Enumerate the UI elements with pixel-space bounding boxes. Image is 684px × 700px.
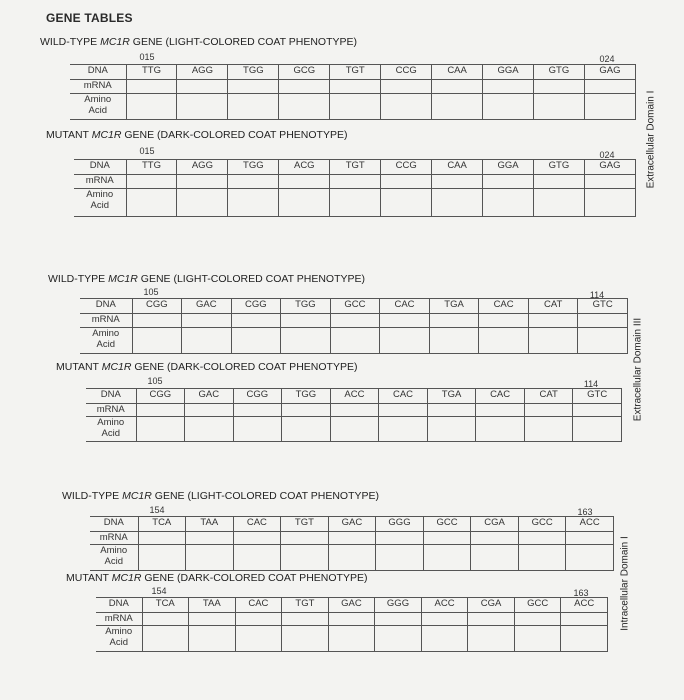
amino-acid-cell[interactable] bbox=[228, 94, 279, 120]
dna-codon: CGG bbox=[136, 389, 185, 404]
amino-acid-cell[interactable] bbox=[185, 417, 234, 442]
mrna-cell[interactable] bbox=[182, 314, 232, 328]
mrna-cell[interactable] bbox=[566, 532, 614, 545]
mrna-cell[interactable] bbox=[476, 404, 525, 417]
dna-codon: TCA bbox=[138, 517, 186, 532]
dna-codon: GTG bbox=[534, 160, 585, 175]
amino-acid-cell[interactable] bbox=[233, 545, 281, 571]
wild-type-title-3: WILD-TYPE MC1R GENE (LIGHT-COLORED COAT PHENOTYPE) bbox=[62, 490, 380, 502]
mrna-cell[interactable] bbox=[423, 532, 471, 545]
dna-codon: TGG bbox=[281, 299, 331, 314]
mrna-cell[interactable] bbox=[186, 532, 234, 545]
end-codon-number: 163 bbox=[573, 588, 589, 598]
amino-acid-row-label: Amino Acid bbox=[70, 94, 126, 120]
dna-codon: GGG bbox=[376, 517, 424, 532]
mrna-cell[interactable] bbox=[282, 613, 329, 626]
dna-codon: ACC bbox=[421, 598, 468, 613]
amino-acid-cell[interactable] bbox=[432, 189, 483, 217]
dna-codon: GAC bbox=[182, 299, 232, 314]
amino-acid-cell[interactable] bbox=[142, 626, 189, 652]
mrna-cell[interactable] bbox=[561, 613, 608, 626]
amino-acid-cell[interactable] bbox=[233, 417, 282, 442]
dna-codon: CCG bbox=[381, 160, 432, 175]
dna-codon: GGA bbox=[483, 65, 534, 80]
dna-codon: TGG bbox=[228, 160, 279, 175]
mrna-row-label: mRNA bbox=[70, 80, 126, 94]
amino-acid-cell[interactable] bbox=[330, 189, 381, 217]
mrna-cell[interactable] bbox=[126, 80, 177, 94]
dna-codon: CGG bbox=[233, 389, 282, 404]
amino-acid-cell[interactable] bbox=[380, 328, 430, 354]
mrna-cell[interactable] bbox=[524, 404, 573, 417]
mrna-cell[interactable] bbox=[379, 404, 428, 417]
mrna-cell[interactable] bbox=[330, 175, 381, 189]
dna-codon: GCC bbox=[423, 517, 471, 532]
amino-acid-cell[interactable] bbox=[177, 189, 228, 217]
end-codon-number: 024 bbox=[599, 54, 615, 64]
mrna-cell[interactable] bbox=[471, 532, 519, 545]
mrna-cell[interactable] bbox=[375, 613, 422, 626]
mrna-cell[interactable] bbox=[578, 314, 628, 328]
wild-type-title-1: WILD-TYPE MC1R GENE (LIGHT-COLORED COAT PHENOTYPE) bbox=[40, 36, 358, 48]
amino-acid-cell[interactable] bbox=[132, 328, 182, 354]
mrna-cell[interactable] bbox=[233, 532, 281, 545]
amino-acid-cell[interactable] bbox=[561, 626, 608, 652]
mrna-cell[interactable] bbox=[281, 314, 331, 328]
start-codon-number: 105 bbox=[143, 287, 159, 297]
gene-table-wild-1 bbox=[70, 64, 636, 120]
amino-acid-cell[interactable] bbox=[573, 417, 622, 442]
dna-codon: GGA bbox=[483, 160, 534, 175]
dna-codon: GTC bbox=[578, 299, 628, 314]
dna-codon: TGA bbox=[429, 299, 479, 314]
wild-type-title-2: WILD-TYPE MC1R GENE (LIGHT-COLORED COAT PHENOTYPE) bbox=[48, 273, 366, 285]
amino-acid-cell[interactable] bbox=[228, 189, 279, 217]
mrna-cell[interactable] bbox=[429, 314, 479, 328]
dna-codon: GCC bbox=[330, 299, 380, 314]
mrna-row-label: mRNA bbox=[90, 532, 138, 545]
amino-acid-cell[interactable] bbox=[518, 545, 566, 571]
mrna-cell[interactable] bbox=[330, 404, 379, 417]
amino-acid-cell[interactable] bbox=[189, 626, 236, 652]
amino-acid-cell[interactable] bbox=[279, 94, 330, 120]
amino-acid-cell[interactable] bbox=[282, 417, 331, 442]
mrna-row-label: mRNA bbox=[74, 175, 126, 189]
amino-acid-row-label: Amino Acid bbox=[90, 545, 138, 571]
dna-codon: TGG bbox=[228, 65, 279, 80]
dna-codon: TTG bbox=[126, 65, 177, 80]
amino-acid-cell[interactable] bbox=[126, 189, 177, 217]
dna-codon: ACG bbox=[279, 160, 330, 175]
page-title: GENE TABLES bbox=[46, 11, 133, 25]
mrna-cell[interactable] bbox=[177, 175, 228, 189]
amino-acid-cell[interactable] bbox=[476, 417, 525, 442]
gene-table-wild-3 bbox=[90, 516, 614, 571]
mrna-cell[interactable] bbox=[381, 80, 432, 94]
mrna-cell[interactable] bbox=[483, 80, 534, 94]
mutant-title-3: MUTANT MC1R GENE (DARK-COLORED COAT PHENOTYPE) bbox=[66, 572, 368, 584]
mrna-cell[interactable] bbox=[528, 314, 578, 328]
amino-acid-row-label: Amino Acid bbox=[80, 328, 132, 354]
dna-codon: CAC bbox=[233, 517, 281, 532]
dna-codon: CGG bbox=[132, 299, 182, 314]
dna-row-label: DNA bbox=[70, 65, 126, 80]
dna-codon: CGA bbox=[471, 517, 519, 532]
mrna-cell[interactable] bbox=[381, 175, 432, 189]
amino-acid-row-label: Amino Acid bbox=[86, 417, 136, 442]
amino-acid-cell[interactable] bbox=[524, 417, 573, 442]
dna-row-label: DNA bbox=[74, 160, 126, 175]
mrna-cell[interactable] bbox=[468, 613, 515, 626]
amino-acid-cell[interactable] bbox=[330, 328, 380, 354]
dna-codon: TGT bbox=[281, 517, 329, 532]
dna-codon: CCG bbox=[381, 65, 432, 80]
amino-acid-cell[interactable] bbox=[429, 328, 479, 354]
dna-codon: CGG bbox=[231, 299, 281, 314]
mrna-cell[interactable] bbox=[432, 175, 483, 189]
amino-acid-cell[interactable] bbox=[468, 626, 515, 652]
amino-acid-cell[interactable] bbox=[566, 545, 614, 571]
dna-codon: AGG bbox=[177, 160, 228, 175]
amino-acid-cell[interactable] bbox=[376, 545, 424, 571]
dna-row-label: DNA bbox=[90, 517, 138, 532]
start-codon-number: 105 bbox=[147, 376, 163, 386]
mrna-cell[interactable] bbox=[514, 613, 561, 626]
amino-acid-cell[interactable] bbox=[375, 626, 422, 652]
amino-acid-cell[interactable] bbox=[534, 94, 585, 120]
dna-codon: GGG bbox=[375, 598, 422, 613]
amino-acid-cell[interactable] bbox=[138, 545, 186, 571]
mrna-cell[interactable] bbox=[136, 404, 185, 417]
dna-codon: TGA bbox=[427, 389, 476, 404]
dna-codon: TGG bbox=[282, 389, 331, 404]
amino-acid-cell[interactable] bbox=[471, 545, 519, 571]
end-codon-number: 114 bbox=[583, 379, 599, 389]
dna-codon: GAC bbox=[185, 389, 234, 404]
dna-codon: GAC bbox=[328, 598, 375, 613]
dna-codon: CAT bbox=[524, 389, 573, 404]
mrna-cell[interactable] bbox=[138, 532, 186, 545]
dna-codon: CAA bbox=[432, 65, 483, 80]
mrna-cell[interactable] bbox=[584, 80, 635, 94]
dna-codon: CAT bbox=[528, 299, 578, 314]
amino-acid-row-label: Amino Acid bbox=[74, 189, 126, 217]
mrna-cell[interactable] bbox=[330, 314, 380, 328]
gene-table-mutant-3 bbox=[96, 597, 608, 652]
mrna-cell[interactable] bbox=[380, 314, 430, 328]
dna-codon: CAC bbox=[235, 598, 282, 613]
end-codon-number: 114 bbox=[589, 290, 605, 300]
mrna-cell[interactable] bbox=[584, 175, 635, 189]
dna-row-label: DNA bbox=[80, 299, 132, 314]
mrna-cell[interactable] bbox=[483, 175, 534, 189]
amino-acid-cell[interactable] bbox=[330, 417, 379, 442]
mrna-row-label: mRNA bbox=[86, 404, 136, 417]
start-codon-number: 015 bbox=[139, 146, 155, 156]
amino-acid-cell[interactable] bbox=[528, 328, 578, 354]
end-codon-number: 163 bbox=[577, 507, 593, 517]
dna-codon: CGA bbox=[468, 598, 515, 613]
mrna-cell[interactable] bbox=[228, 175, 279, 189]
amino-acid-cell[interactable] bbox=[381, 94, 432, 120]
domain-side-label: Extracellular Domain I bbox=[645, 90, 657, 189]
mrna-cell[interactable] bbox=[279, 80, 330, 94]
amino-acid-cell[interactable] bbox=[281, 328, 331, 354]
dna-codon: ACC bbox=[566, 517, 614, 532]
start-codon-number: 154 bbox=[151, 586, 167, 596]
mrna-cell[interactable] bbox=[328, 532, 376, 545]
start-codon-number: 015 bbox=[139, 52, 155, 62]
amino-acid-cell[interactable] bbox=[182, 328, 232, 354]
dna-codon: GTC bbox=[573, 389, 622, 404]
mrna-cell[interactable] bbox=[126, 175, 177, 189]
dna-codon: TGT bbox=[330, 160, 381, 175]
mrna-cell[interactable] bbox=[330, 80, 381, 94]
amino-acid-cell[interactable] bbox=[282, 626, 329, 652]
dna-codon: TTG bbox=[126, 160, 177, 175]
mrna-cell[interactable] bbox=[228, 80, 279, 94]
dna-codon: TCA bbox=[142, 598, 189, 613]
amino-acid-cell[interactable] bbox=[427, 417, 476, 442]
amino-acid-cell[interactable] bbox=[136, 417, 185, 442]
mrna-cell[interactable] bbox=[185, 404, 234, 417]
dna-codon: GAG bbox=[584, 160, 635, 175]
dna-codon: ACC bbox=[330, 389, 379, 404]
dna-codon: TAA bbox=[189, 598, 236, 613]
amino-acid-cell[interactable] bbox=[381, 189, 432, 217]
amino-acid-cell[interactable] bbox=[483, 94, 534, 120]
amino-acid-cell[interactable] bbox=[432, 94, 483, 120]
mutant-title-1: MUTANT MC1R GENE (DARK-COLORED COAT PHENOTYPE) bbox=[46, 129, 348, 141]
end-codon-number: 024 bbox=[599, 150, 615, 160]
mrna-cell[interactable] bbox=[282, 404, 331, 417]
mrna-cell[interactable] bbox=[479, 314, 529, 328]
gene-table-mutant-2 bbox=[86, 388, 622, 442]
amino-acid-cell[interactable] bbox=[578, 328, 628, 354]
amino-acid-cell[interactable] bbox=[421, 626, 468, 652]
dna-row-label: DNA bbox=[96, 598, 142, 613]
mrna-cell[interactable] bbox=[235, 613, 282, 626]
mrna-cell[interactable] bbox=[427, 404, 476, 417]
gene-table-mutant-1 bbox=[74, 159, 636, 217]
mrna-cell[interactable] bbox=[177, 80, 228, 94]
amino-acid-cell[interactable] bbox=[534, 189, 585, 217]
gene-table-wild-2 bbox=[80, 298, 628, 354]
mrna-cell[interactable] bbox=[534, 80, 585, 94]
dna-codon: GAC bbox=[328, 517, 376, 532]
mrna-row-label: mRNA bbox=[96, 613, 142, 626]
dna-codon: CAA bbox=[432, 160, 483, 175]
mrna-cell[interactable] bbox=[279, 175, 330, 189]
mutant-title-2: MUTANT MC1R GENE (DARK-COLORED COAT PHENOTYPE) bbox=[56, 361, 358, 373]
mrna-cell[interactable] bbox=[432, 80, 483, 94]
amino-acid-row-label: Amino Acid bbox=[96, 626, 142, 652]
dna-codon: GCC bbox=[518, 517, 566, 532]
dna-codon: CAC bbox=[476, 389, 525, 404]
dna-row-label: DNA bbox=[86, 389, 136, 404]
amino-acid-cell[interactable] bbox=[279, 189, 330, 217]
start-codon-number: 154 bbox=[149, 505, 165, 515]
amino-acid-cell[interactable] bbox=[584, 94, 635, 120]
amino-acid-cell[interactable] bbox=[186, 545, 234, 571]
dna-codon: GTG bbox=[534, 65, 585, 80]
mrna-cell[interactable] bbox=[189, 613, 236, 626]
domain-side-label: Extracellular Domain III bbox=[632, 317, 644, 422]
amino-acid-cell[interactable] bbox=[330, 94, 381, 120]
dna-codon: GCC bbox=[514, 598, 561, 613]
dna-codon: TGT bbox=[282, 598, 329, 613]
amino-acid-cell[interactable] bbox=[328, 545, 376, 571]
dna-codon: TGT bbox=[330, 65, 381, 80]
amino-acid-cell[interactable] bbox=[479, 328, 529, 354]
mrna-cell[interactable] bbox=[281, 532, 329, 545]
dna-codon: ACC bbox=[561, 598, 608, 613]
amino-acid-cell[interactable] bbox=[423, 545, 471, 571]
amino-acid-cell[interactable] bbox=[328, 626, 375, 652]
dna-codon: TAA bbox=[186, 517, 234, 532]
mrna-cell[interactable] bbox=[376, 532, 424, 545]
dna-codon: AGG bbox=[177, 65, 228, 80]
amino-acid-cell[interactable] bbox=[235, 626, 282, 652]
mrna-cell[interactable] bbox=[518, 532, 566, 545]
mrna-cell[interactable] bbox=[233, 404, 282, 417]
mrna-cell[interactable] bbox=[534, 175, 585, 189]
mrna-cell[interactable] bbox=[573, 404, 622, 417]
mrna-cell[interactable] bbox=[421, 613, 468, 626]
amino-acid-cell[interactable] bbox=[584, 189, 635, 217]
dna-codon: CAC bbox=[379, 389, 428, 404]
amino-acid-cell[interactable] bbox=[379, 417, 428, 442]
mrna-cell[interactable] bbox=[231, 314, 281, 328]
amino-acid-cell[interactable] bbox=[514, 626, 561, 652]
mrna-cell[interactable] bbox=[142, 613, 189, 626]
dna-codon: CAC bbox=[479, 299, 529, 314]
mrna-cell[interactable] bbox=[328, 613, 375, 626]
amino-acid-cell[interactable] bbox=[126, 94, 177, 120]
domain-side-label: Intracellular Domain I bbox=[619, 536, 631, 631]
mrna-row-label: mRNA bbox=[80, 314, 132, 328]
dna-codon: GAG bbox=[584, 65, 635, 80]
amino-acid-cell[interactable] bbox=[177, 94, 228, 120]
mrna-cell[interactable] bbox=[132, 314, 182, 328]
dna-codon: CAC bbox=[380, 299, 430, 314]
dna-codon: GCG bbox=[279, 65, 330, 80]
amino-acid-cell[interactable] bbox=[231, 328, 281, 354]
amino-acid-cell[interactable] bbox=[483, 189, 534, 217]
amino-acid-cell[interactable] bbox=[281, 545, 329, 571]
